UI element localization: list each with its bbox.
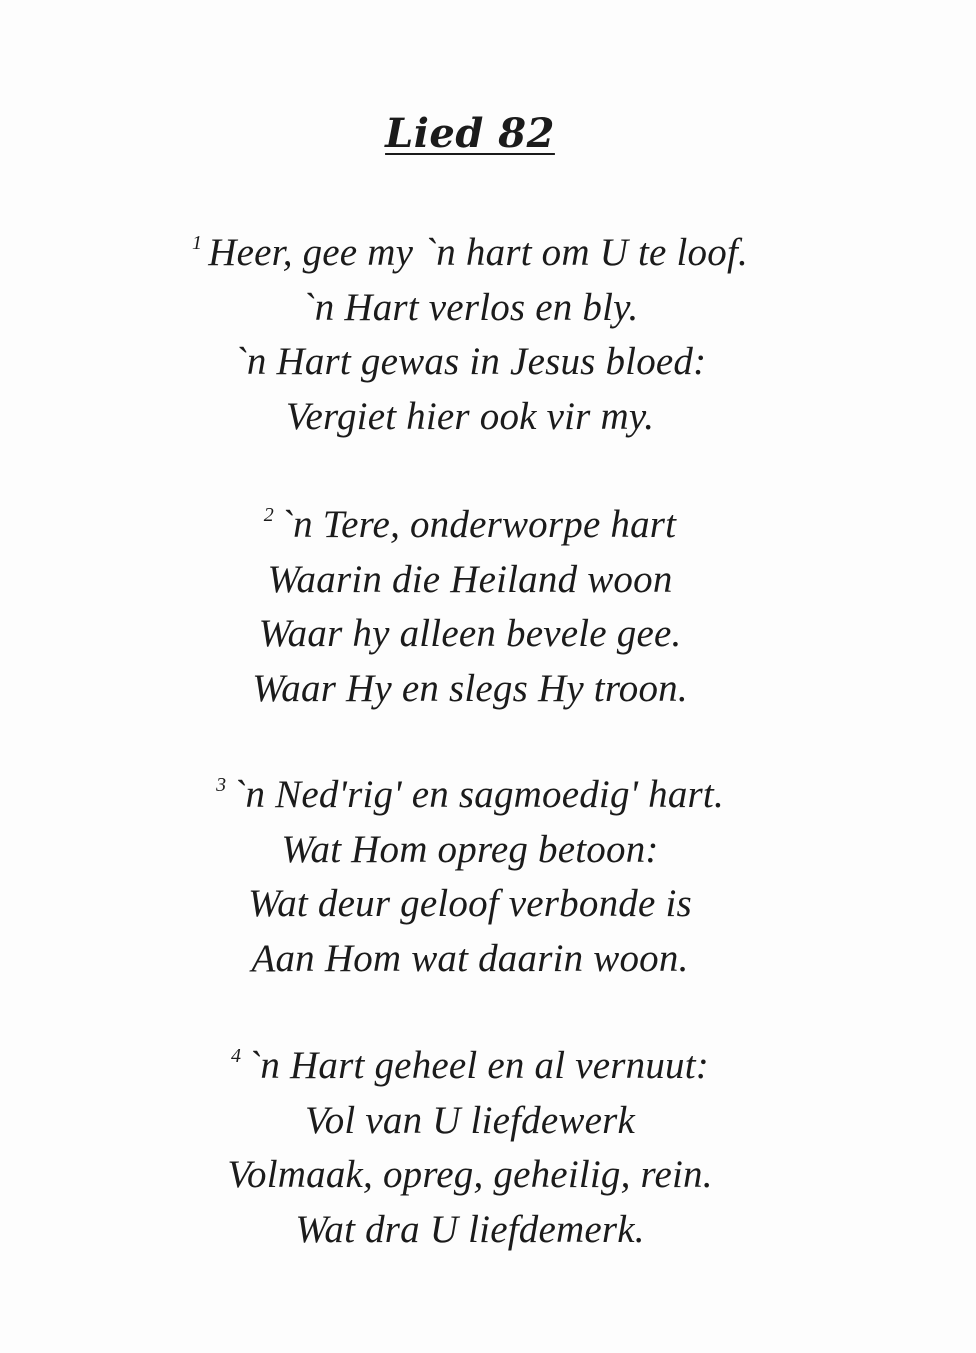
verse-line: Vol van U liefdewerk [305, 1098, 635, 1142]
verse-line [0, 216, 940, 281]
verse-number: 4 [231, 1045, 242, 1067]
verse-line-text: Heer, gee my `n hart om U te loof. [208, 231, 748, 274]
verse-line: Waarin die Heiland woon [267, 557, 673, 601]
verse-line: `n Hart verlos en bly. [301, 285, 639, 329]
verse-line: Vergiet hier ook vir my. [285, 394, 655, 438]
verse-line: Wat deur geloof verbonde is [248, 882, 692, 925]
verse-line: `n Hart gewas in Jesus bloed: [233, 340, 707, 383]
verse-line [0, 758, 940, 823]
verse-line-text: `n Ned'rig' en sagmoedig' hart. [232, 773, 724, 816]
verse-line [0, 1029, 940, 1094]
verse-line: Volmaak, opreg, geheilig, rein. [227, 1153, 713, 1196]
verse-line: Waar Hy en slegs Hy troon. [252, 666, 688, 710]
verse-4 [0, 1029, 940, 1257]
song-title: Lied 82 [385, 110, 555, 157]
verse-line: Wat dra U liefdemerk. [295, 1207, 645, 1251]
verse-line: Waar hy alleen bevele gee. [258, 612, 682, 655]
verse-line: Aan Hom wat daarin woon. [251, 936, 689, 980]
verse-line-text: `n Tere, onderworpe hart [279, 503, 677, 546]
verse-line: Wat Hom opreg betoon: [281, 827, 659, 871]
verse-number: 1 [192, 232, 203, 254]
verse-line [0, 488, 940, 553]
verse-3 [0, 758, 940, 986]
verse-line-text: `n Hart geheel en al vernuut: [247, 1044, 709, 1087]
verse-1 [0, 216, 940, 444]
verse-number: 2 [263, 504, 274, 526]
verse-number: 3 [216, 774, 227, 796]
verse-2 [0, 488, 940, 716]
